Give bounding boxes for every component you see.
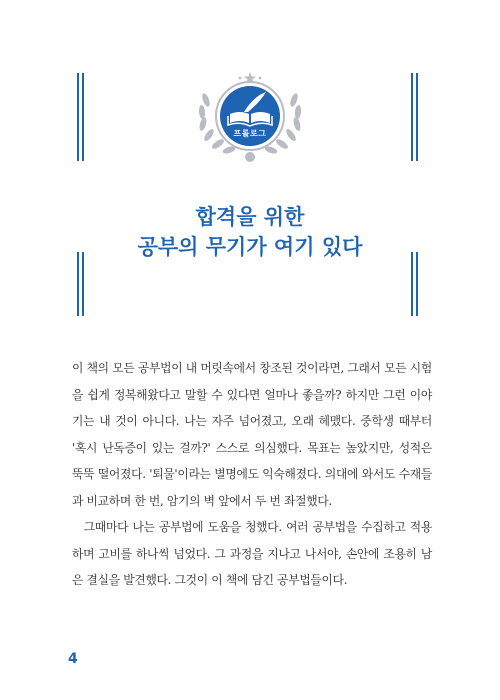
emblem-label: 프롤로그 [233,129,267,138]
decorative-line [416,73,418,161]
paragraph: 그때마다 나는 공부법에 도움을 청했다. 여러 공부법을 수집하고 적용하며 고비를 하나씩 넘었다. 그 과정을 지나고 나서야, 손안에 조용히 남은 결실을 발견했다. 그것이 이 책에 담긴 공부법들이다. [72,520,432,587]
prologue-emblem [184,70,316,166]
laurel-book-icon [184,70,316,166]
body-text [72,355,432,594]
decorative-line [82,73,84,161]
page-title [0,202,500,262]
decorative-line [77,73,79,161]
decorative-line [411,73,413,161]
page-number: 4 [68,651,78,667]
title-line-1: 합격을 위한 [195,205,305,229]
paragraph: 이 책의 모든 공부법이 내 머릿속에서 창조된 것이라면, 그래서 모든 시험을 쉽게 정복해왔다고 말할 수 있다면 얼마나 좋을까? 하지만 그런 이야기는 내 것이 아니다. 나는 자주 넘어졌고, 오래 헤맸다. 중학생 때부터 '혹시 난독증이 있는 걸까?' 스스로 의심했다. 목표는 높았지만, 성적은 뚝뚝 떨어졌다. '퇴물'이라는 별명에도 익숙해졌다. 의대에 와서도 수재들과 비교하며 한 번, 암기의 벽 앞에서 두 번 좌절했다. [72,361,432,508]
title-line-2: 공부의 무기가 여기 있다 [137,235,363,259]
